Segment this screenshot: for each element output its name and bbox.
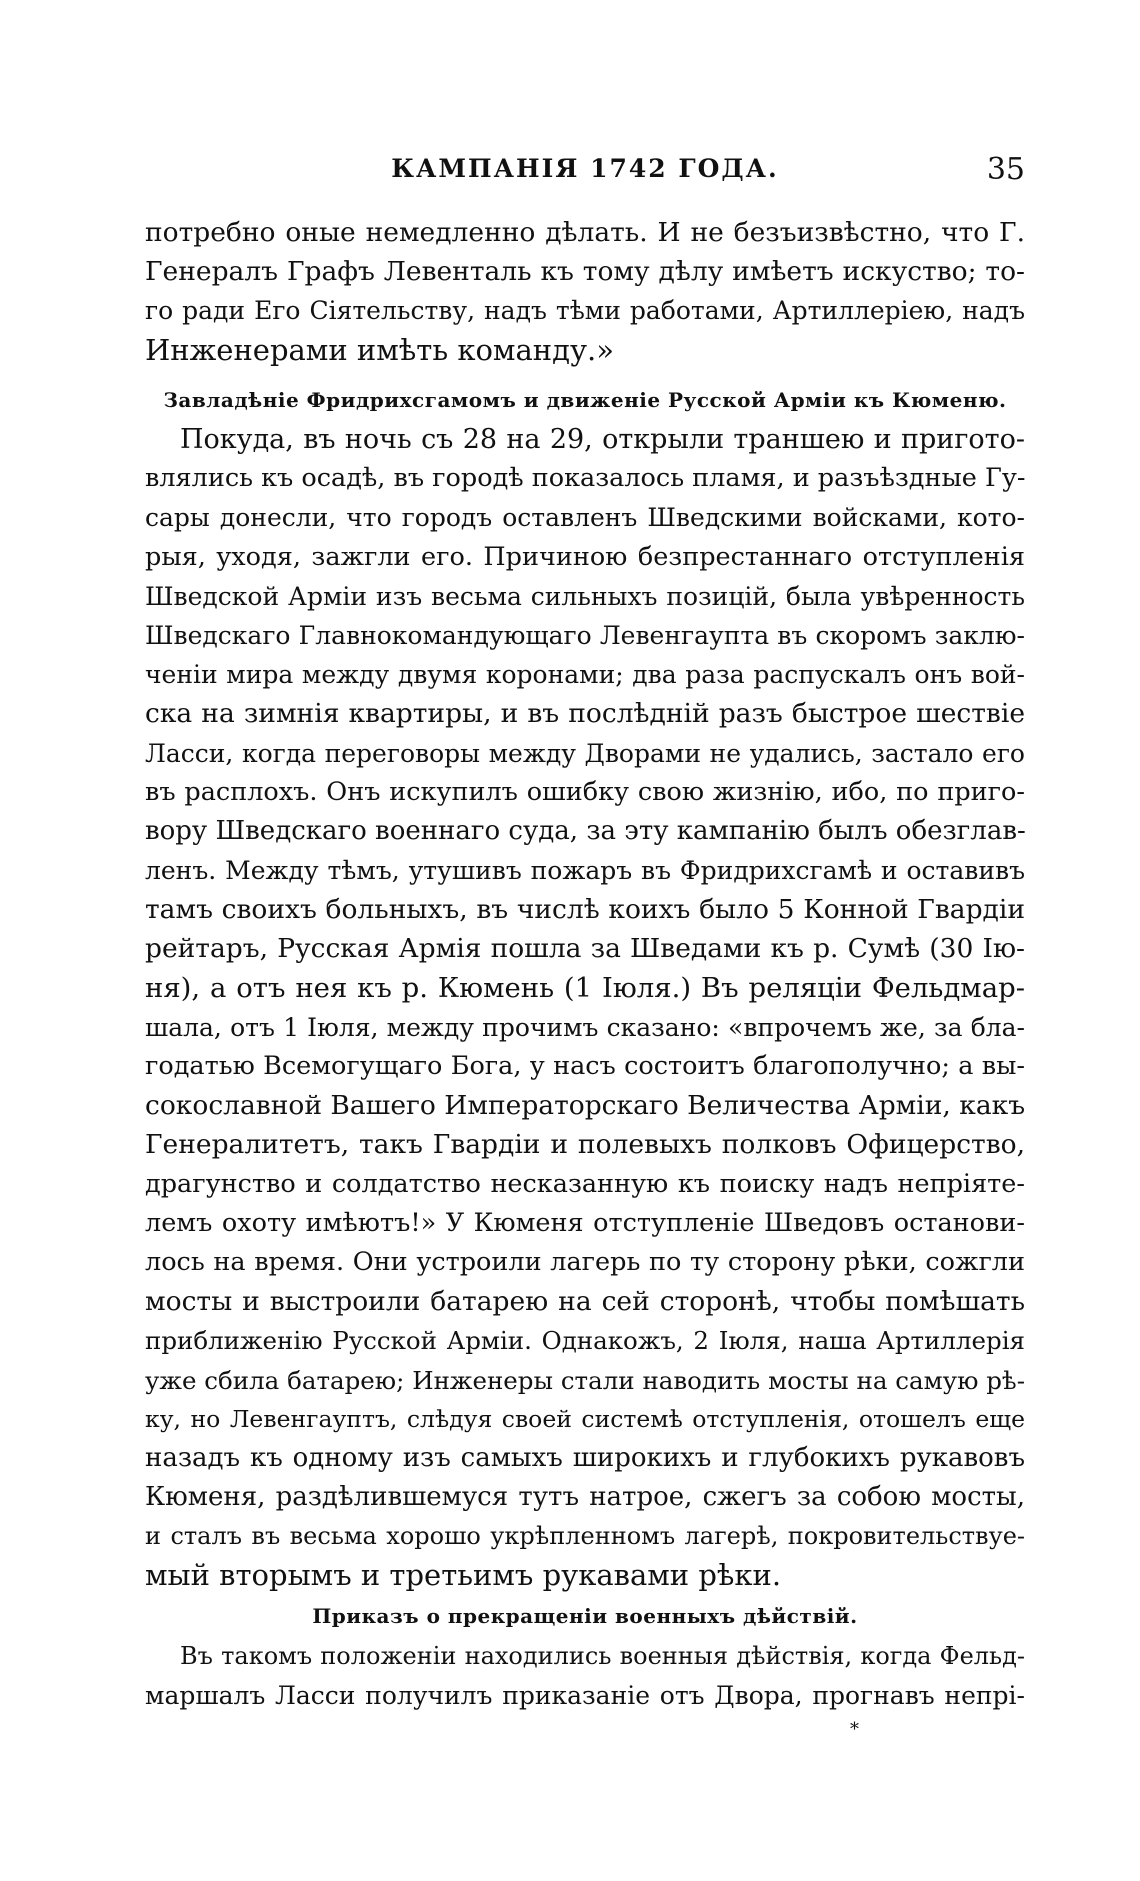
running-head [145,152,1025,192]
text-line: рейтаръ, Русская Армія пошла за Шведами къ р. Сумѣ (30 Ію- [145,933,1025,965]
text-line: Генералъ Графъ Левенталь къ тому дѣлу имѣетъ искуство; то- [145,256,1025,288]
text-line: маршалъ Ласси получилъ приказаніе отъ Двора, прогнавъ непрі- [145,1681,1025,1711]
text-line: ска на зимнія квартиры, и въ послѣдній разъ быстрое шествіе [145,698,1025,730]
text-line: сары донесли, что городъ оставленъ Шведскими войсками, кото- [145,503,1025,533]
text-line: вору Шведскаго военнаго суда, за эту кампанію былъ обезглав- [145,815,1026,846]
paragraph-main [145,420,1025,1596]
signature-mark: * [850,1719,859,1740]
text-line: лемъ охоту имѣютъ!» У Кюменя отступленіе Шведовъ останови- [145,1207,1025,1238]
text-line: мосты и выстроили батарею на сей сторонѣ, чтобы помѣшать [145,1286,1025,1318]
text-line: уже сбила батарею; Инженеры стали наводить мосты на самую рѣ- [145,1365,1025,1395]
text-line: сокославной Вашего Императорскаго Величества Арміи, какъ [145,1090,1026,1122]
text-line: Шведскаго Главнокомандующаго Левенгаупта въ скоромъ заклю- [145,620,1025,650]
text-line: Покуда, въ ночь съ 28 на 29, открыли траншею и пригото- [180,424,1025,455]
text-line: лось на время. Они устроили лагерь по ту сторону рѣки, сожгли [145,1246,1025,1277]
text-line: назадъ къ одному изъ самыхъ широкихъ и глубокихъ рукавовъ [145,1442,1025,1473]
text-line: шала, отъ 1 Іюля, между прочимъ сказано: «впрочемъ же, за бла- [145,1012,1025,1042]
text-line: драгунство и солдатство несказанную къ поиску надъ непріяте- [145,1168,1025,1199]
text-line: въ расплохъ. Онъ искупилъ ошибку свою жизнію, ибо, по приго- [145,776,1025,807]
text-line: тамъ своихъ больныхъ, въ числѣ коихъ было 5 Конной Гвардіи [145,894,1025,926]
text-line: Кюменя, раздѣлившемуся тутъ натрое, сжегъ за собою мосты, [145,1482,1025,1513]
text-line: ку, но Левенгауптъ, слѣдуя своей системѣ отступленія, отошелъ еще [145,1404,1025,1433]
text-line: и сталъ въ весьма хорошо укрѣпленномъ лагерѣ, покровительствуе- [145,1522,1025,1551]
text-line: го ради Его Сіятельству, надъ тѣми работами, Артиллеріею, надъ [145,296,1025,326]
page-number: 35 [986,152,1025,187]
text-line: ня), а отъ нея къ р. Кюмень (1 Іюля.) Въ реляціи Фельдмар- [145,971,1025,1004]
text-line: рыя, уходя, зажгли его. Причиною безпрестаннаго отступленія [145,541,1025,572]
text-line: приближенію Русской Арміи. Однакожъ, 2 Іюля, наша Артиллерія [145,1326,1025,1356]
text-line: Въ такомъ положеніи находились военныя дѣйствія, когда Фельд- [180,1642,1025,1670]
text-line: Ласси, когда переговоры между Дворами не удались, застало его [145,738,1025,768]
section-heading: Приказъ о прекращеніи военныхъ дѣйствій. [312,1604,858,1628]
text-line: Шведской Арміи изъ весьма сильныхъ позицій, была увѣренность [145,581,1025,611]
text-line: потребно оные немедленно дѣлать. И не безъизвѣстно, что Г. [145,217,1025,248]
paragraph-continuation [145,213,1025,370]
text-line: Инженерами имѣть команду.» [145,332,614,367]
running-title: КАМПАНІЯ 1742 ГОДА. [391,154,779,183]
text-line: годатью Всемогущаго Бога, у насъ состоитъ благополучно; а вы- [145,1051,1025,1081]
text-line: Генералитетъ, такъ Гвардіи и полевыхъ полковъ Офицерство, [145,1129,1025,1161]
text-line: ченіи мира между двумя коронами; два раза распускалъ онъ вой- [145,660,1025,690]
section-heading: Завладѣніе Фридрихсгамомъ и движеніе Русской Арміи къ Кюменю. [163,388,1007,412]
text-line: ленъ. Между тѣмъ, утушивъ пожаръ въ Фридрихсгамѣ и оставивъ [145,856,1025,886]
paragraph-final [145,1637,1025,1715]
text-line: мый вторымъ и третьимъ рукавами рѣки. [145,1558,782,1593]
text-line: влялись къ осадѣ, въ городѣ показалось пламя, и разъѣздные Гу- [145,463,1026,494]
